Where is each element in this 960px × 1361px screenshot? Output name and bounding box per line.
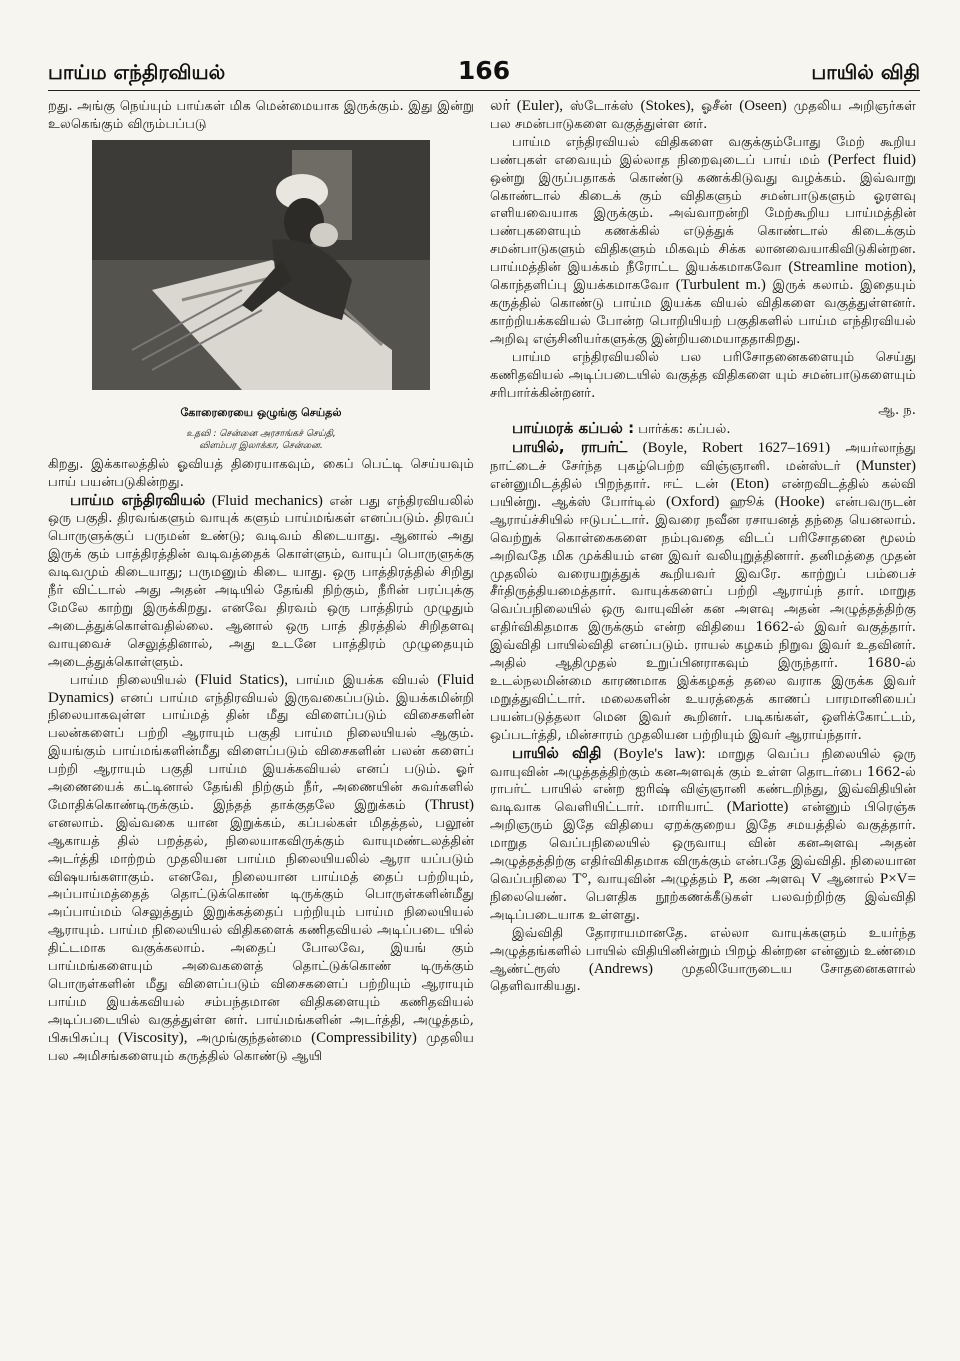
text-span: கன அளவு — [739, 871, 806, 887]
text-span: என்னுமிடத்தில் பிறந்தார். ஈட் டன் — [490, 477, 719, 493]
text-span: வாயுவின் அழுத்தம் — [596, 871, 718, 887]
entry-sailing-ship — [490, 420, 916, 439]
left-column — [48, 98, 474, 1066]
english-term: (Perfect fluid) — [827, 151, 916, 168]
photo-illustration — [92, 140, 430, 390]
text-span: முதலியோருடைய சோதனைகளால் தெளிவாகியது. — [490, 961, 916, 995]
text-span: எனலாம். இவ்வகை யான இறுக்கம், கப்பல்கள் மிதத்தல், பலூன் ஆகாயத் தில் பறத்தல், நிலையாகவிருக்கும் வாயுமண்டலத்தின் அடர்த்தி மாற்றம் முதலியன பாய்ம நிலையியலில் ஆரா யப்படும் விஷயங்களாகும். எனவே, நிலையான பாய்மத் தைப் பற்றியும், அப்பாய்மத்தைத் தொட்டுக்கொண் டிருக்கும் பொருள்களின்மீது அப்பாய்மம் செலுத்தும் இறுக்கத்தைப் பற்றியும் பாய்ம நிலையியல் ஆராயும். பாய்ம நிலையியல் விதிகளைக் கணிதவியல் அடிப்படை யில் திட்டமாக வகுக்கலாம். அதைப் போலவே, இயங் கும் பாய்மங்களையும் அவைகளைத் தொட்டுக்கொண் டிருக்கும் பொருள்களின் மீது விளைப்படும் விசைகளைப் பற்றியும் ஆராயும் பாய்ம இயக்கவியல் சம்பந்தமான விதிகளையும் கணிதவியல் அடிப்படையில் வகுத்துள்ள னர். பாய்மங்களின் அடர்த்தி, அழுத்தம், பிசுபிசுப்பு — [48, 815, 474, 1046]
text-span: முதலிய பல அமிசங்களையும் கருத்தில் கொண்டு ஆயி — [48, 1030, 474, 1064]
english-term: (Fluid Statics), — [194, 671, 289, 688]
paragraph-perfect-fluid — [490, 134, 916, 349]
english-term: (Compressibility) — [311, 1029, 417, 1046]
english-term: (Stokes), — [640, 98, 695, 114]
text-span: ஹூக் — [729, 494, 765, 510]
text-span: என்பவருடன் ஆராய்ச்சியில் ஈடுபட்டார். இவரை நவீன ரசாயனத் தந்தை யெனலாம். வெற்றுக் கொள்கைகளை நம்புவதை விடப் பரிசோதனை மூலம் அறிவதே மிக முக்கியம் என இவர் வலியுறுத்தினார். தனிமத்தை முதன் முதலில் வரையறுத்துக் கூறியவர் இவரே. காற்றுப் பம்பைச் சீர்திருத்தியமைத்தார். வாயுக்களைப் பற்றி ஆராய்ந் தார். மாறுத வெப்பநிலையில் ஒரு வாயுவின் கன அளவு அதன் அழுத்தத்திற்கு எதிர்விகிதமாக இருக்கும் என்ற விதியை 1662-ல் இவர் வகுத்தார். இவ்விதி பாயில்விதி எனப்படும். ராயல் கழகம் நிறுவ இவர் உதவினர். அதில் ஆதிமுதல் உறுப்பினராகவும் இருந்தார். 1680-ல் உடல்நலமின்மை காரணமாக இக்கழகத் தலை வராக இருக்க இவர் மறுத்துவிட்டார். மலைகளின் உயரத்தைக் காணப் பாரமானியைப் பயன்படுத்தலா மென இவர் கூறினர். படிகங்கள், ஒளிக்கோட்டம், ஒப்படர்த்தி, மின்சாரம் முதலியன பற்றியும் இவர் ஆராய்ந்தார். — [490, 494, 917, 743]
paragraph: கிறது. இக்காலத்தில் ஓவியத் திரையாகவும், கைப் பெட்டி செய்யவும் பாய் பயன்படுகின்றது. — [48, 456, 474, 490]
english-term: (Fluid Dynamics) — [48, 671, 474, 706]
cross-reference: பார்க்க: கப்பல். — [638, 422, 731, 438]
english-term: (Fluid mechanics) — [211, 492, 323, 509]
english-term: (Munster) — [856, 458, 916, 475]
entry-boyle-robert — [490, 439, 916, 744]
running-head-right: பாயில் விதி — [811, 60, 920, 84]
figure — [48, 140, 474, 452]
english-term: லர் (Euler), — [490, 98, 564, 114]
text-span: பாய்ம எந்திரவியல் விதிகளை வகுக்கும்போது மேற் கூறிய பண்புகள் எவையும் இல்லாத நிறைவுடைப் பாய் மம் — [490, 134, 916, 168]
text-span: கொந்தளிப்பு இயக்கமாகவோ — [490, 278, 670, 294]
text-span: அமுங்குந்தன்மை — [196, 1030, 302, 1046]
formula-symbol: V — [810, 870, 822, 887]
right-column — [490, 98, 916, 996]
text-span: எனப் பாய்ம எந்திரவியல் இருவகைப்படும். இயக்கமின்றி நிலையாகவுள்ள பாய்மத் தின் மீது விளைப்படும் விசைகளின் பலன்களைப் பற்றி ஆராயும் பகுதி பாய்ம நிலையியல் ஆகும். இயங்கும் பாய்மங்களின்மீது விளைப்படும் விசைகளின் பலன் களைப் பற்றி ஆராயும் பகுதி பாய்ம இயக்கவியல் எனப் படும். ஓர் அணையைக் கட்டினால் தேங்கி நிற்கும் நீர், அணையின் சுவர்களில் மோதிக்கொண்டிருக்கும். இந்தத் தாக்குதலே இறுக்கம் — [48, 690, 474, 813]
paragraph-fluid-statics — [48, 672, 474, 1066]
text-span: பாய்ம நிலையியல் — [70, 672, 187, 688]
page-number: 166 — [457, 56, 511, 85]
text-span: ஆனால் — [827, 871, 875, 887]
page-header — [48, 56, 920, 91]
figure-credit — [48, 428, 474, 452]
entry-headword: பாய்மரக் கப்பல் : — [512, 419, 635, 438]
text-span: ஒன்று இருப்பதாகக் கொண்டு கணக்கிடுவது வழக்கம். இவ்வாறு கொண்டால் கிடைக் கும் விதிகளும் சமன்பாடுகளும் ஓரளவு எளியவையாக இருக்கும். அவ்வாறன்றி மேற்கூறிய பாய்மத்தின் பண்புகளையும் கணக்கில் எடுத்துக் கொண்டால் கிடைக்கும் சமன்பாடுகளும் விதிகளும் மிகவும் சிக்க லானவையாகிவிடுகின்றன. பாய்மத்தின் இயக்கம் நீரோட்ட இயக்கமாகவோ — [490, 170, 916, 276]
paragraph-approximation — [490, 925, 916, 997]
english-term: (Hooke) — [774, 493, 825, 510]
text-span: முதலிய அறிஞர்கள் பல சமன்பாடுகளை வகுத்துள்ள னர். — [490, 99, 917, 132]
running-head-left: பாய்ம எந்திரவியல் — [48, 60, 226, 84]
figure-caption: கோரைரையை ஒழுங்கு செய்தல் — [180, 405, 342, 419]
formula-symbol: P, — [723, 870, 734, 887]
english-term: (Streamline motion), — [788, 259, 916, 276]
text-span: இவ்விதி தோராயமானதே. எல்லா வாயுக்களும் உயர்ந்த அழுத்தங்களில் பாயில் விதியினின்றும் பிறழ் கின்றன என்னும் உண்மை ஆண்ட்ரூஸ் — [490, 925, 916, 977]
english-term: (Eton) — [730, 476, 769, 493]
credit-line-2: விளம்பர இலாக்கா, சென்னை. — [199, 440, 323, 451]
author-initials: ஆ. ந. — [878, 403, 916, 419]
entry-boyles-law — [490, 745, 916, 925]
text-span: ஓசீன் — [701, 99, 733, 114]
paragraph-experiments — [490, 349, 916, 421]
entry-headword: பாயில், ராபர்ட் — [512, 438, 628, 457]
formula-symbol: T°, — [572, 870, 592, 887]
text-span: ஸ்டோக்ஸ் — [569, 99, 634, 114]
text-span: என்றவிடத்தில் கல்வி பயின்று. ஆக்ஸ் போர்டில் — [490, 477, 916, 510]
text-span: மாறுத வெப்ப நிலையில் ஒரு வாயுவின் அழுத்தத்திற்கும் கனஅளவுக் கும் உள்ள தொடர்பை 1662-ல் ராபர்ட் பாயில் என்ற ஐரிஷ் விஞ்ஞானி கண்டறிந்து, இவ்விதியின் வடிவாக வெளியிட்டார். மாரியாட் — [490, 746, 916, 816]
english-term: (Oseen) — [739, 98, 787, 114]
formula: P×V= — [879, 870, 916, 887]
english-term: (Viscosity), — [117, 1029, 188, 1046]
english-term: (Andrews) — [588, 960, 653, 977]
entry-headword: பாய்ம எந்திரவியல் — [70, 490, 206, 509]
figure-photo — [92, 140, 430, 390]
text-span: நிலையெண். பௌதிக நூற்கணக்கீடுகள் பலவற்றிற்கு இவ்விதி அடிப்படையாக உள்ளது. — [490, 889, 916, 923]
english-term: (Oxford) — [666, 493, 720, 510]
text-span: அயர்லாந்து நாட்டைச் சேர்ந்த புகழ்பெற்ற விஞ்ஞானி. மன்ஸ்டர் — [490, 441, 916, 475]
entry-body: என் பது எந்திரவியலில் ஒரு பகுதி. திரவங்களும் வாயுக் களும் பாய்மங்கள் எனப்படும். திரவப் பொருளுக்குப் பருமன் உண்டு; வடிவம் கிடையாது. ஆனால் அது இருக் கும் பாத்திரத்தின் வடிவத்தைக் கொள்ளும், வாயுப் பொருளுக்கு வடிவமும் கிடையாது; பருமனும் கிடை யாது. ஒரு பாத்திரத்தில் சிறிது நீர் விட்டால் அது அதன் அடியில் தேங்கி நிற்கும், நீரின் பரப்புக்கு மேலே காற்று இருக்கிறது. எனவே திரவம் ஒரு பாத்திரம் முழுதும் அடைத்துக்கொள்வதில்லை. ஆனால் ஒரு பாத் திரத்தில் சிறிதளவு வாயுவைச் செலுத்தினால், அது உடனே பாத்திரம் முழுதையும் அடைத்துக்கொள்ளும். — [48, 493, 474, 670]
english-term: (Mariotte) — [726, 799, 789, 816]
credit-line-1: உதவி : சென்னை அரசாங்கச் செய்தி, — [186, 428, 336, 439]
entry-fluid-mechanics — [48, 492, 474, 672]
entry-headword: பாயில் விதி — [512, 743, 602, 762]
text-span: இருக் கலாம். இதையும் கருத்தில் கொண்டு பாய்ம இயக்க வியல் விதிகளை வகுத்துள்ளனர். காற்றியக்கவியல் போன்ற பொறியியற் பகுதிகளில் பாய்ம எந்திரவியல் அறிவு எஞ்சினியர்களுக்கு இன்றியமையாததாகிறது. — [490, 278, 916, 347]
english-term: (Boyle, Robert 1627–1691) — [642, 440, 831, 457]
text-span: பாய்ம எந்திரவியலில் பல பரிசோதனைகளையும் செய்து கணிதவியல் அடிப்படையில் வகுத்த விதிகளை யும் சமன்பாடுகளையும் சரிபார்க்கின்றனர். — [490, 349, 916, 401]
english-term: (Turbulent m.) — [675, 277, 766, 294]
english-term: (Thrust) — [424, 796, 474, 813]
english-term: (Boyle's law): — [613, 745, 706, 762]
text-span: பாய்ம இயக்க வியல் — [296, 672, 430, 688]
text-span: என்னும் பிரெஞ்சு அறிஞரும் இதே விதியை ஏறக்குறைய இதே சமயத்தில் வகுத்தார். மாறுத வெப்பநிலையில் ஒருவாயு வின் கனஅளவு அதன் அழுத்தத்திற்கு எதிர்விகிதமாக விருக்கும் என்பதே இவ்விதி. நிலையான வெப்பநிலை — [490, 800, 916, 887]
paragraph-continuation: றது. அங்கு நெய்யும் பாய்கள் மிக மென்மையாக இருக்கும். இது இன்று உலகெங்கும் விரும்பப்படு — [48, 99, 474, 132]
paragraph-continuation — [490, 98, 916, 134]
